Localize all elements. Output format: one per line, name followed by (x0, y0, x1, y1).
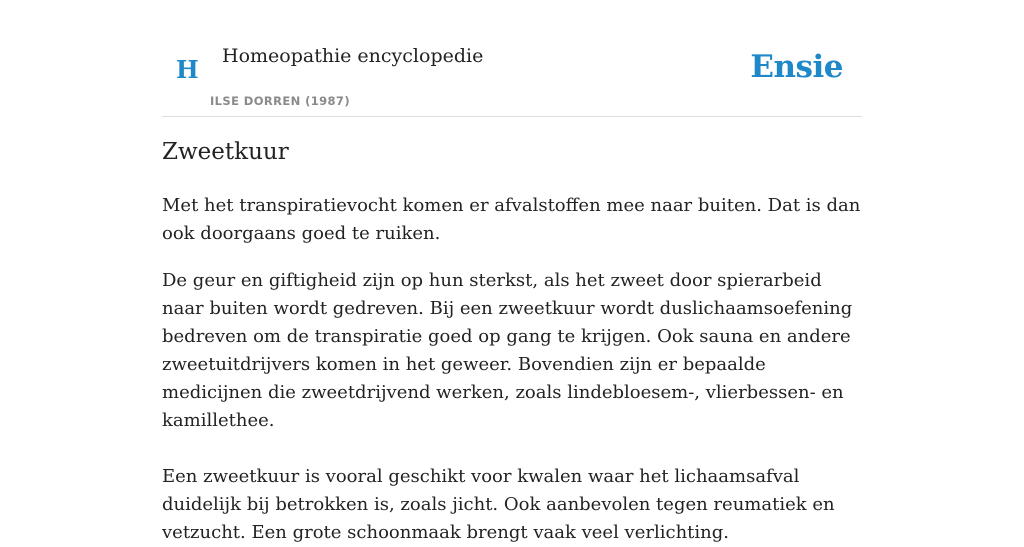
book-logo-icon[interactable]: H (176, 55, 199, 84)
article-body (162, 192, 862, 547)
article-paragraph: Met het transpiratievocht komen er afvalstoffen mee naar buiten. Dat is dan ook doorgaans goed te ruiken. (162, 195, 861, 244)
article-title: Zweetkuur (162, 139, 289, 165)
book-title[interactable]: Homeopathie encyclopedie (222, 45, 484, 67)
article-paragraph: De geur en giftigheid zijn op hun sterkst, als het zweet door spierarbeid naar buiten wordt gedreven. Bij een zweetkuur wordt duslichaamsoefening bedreven om de transpiratie goed op gang te krijgen. Ook sauna en andere zweetuitdrijvers komen in het geweer. Bovendien zijn er bepaalde medicijnen die zweetdrijvend werken, zoals lindebloesem-, vlierbessen- en kamillethee. (162, 270, 853, 431)
author-byline: ILSE DORREN (1987) (210, 94, 350, 108)
page-header (162, 0, 862, 117)
ensie-logo[interactable]: Ensie (750, 49, 843, 85)
article-paragraph: Een zweetkuur is vooral geschikt voor kwalen waar het lichaamsafval duidelijk bij betrokken is, zoals jicht. Ook aanbevolen tegen reumatiek en vetzucht. Een grote schoonmaak brengt vaak veel verlichting. (162, 466, 835, 543)
